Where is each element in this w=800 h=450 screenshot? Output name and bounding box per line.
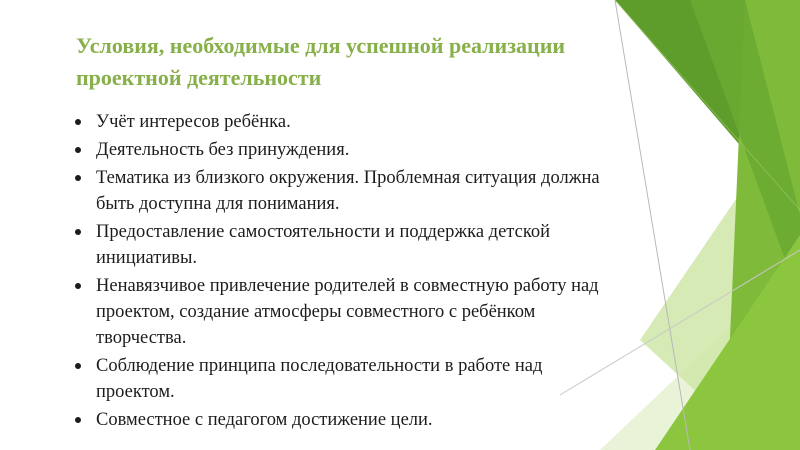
bullet-icon [75,147,81,153]
bullet-icon [75,229,81,235]
list-item-text: Соблюдение принципа последовательности в работе над проектом. [96,356,543,402]
list-item [72,219,612,271]
list-item [72,407,612,433]
list-item [72,137,612,163]
list-item [72,353,612,405]
bullet-list [72,109,612,435]
list-item-text: Совместное с педагогом достижение цели. [96,410,433,430]
bullet-icon [75,119,81,125]
bullet-icon [75,417,81,423]
slide-title: Условия, необходимые для успешной реализации проектной деятельности [76,33,566,90]
list-item-text: Ненавязчивое привлечение родителей в совместную работу над проектом, создание атмосферы совместного с ребёнком творчества. [96,276,599,348]
bullet-icon [75,175,81,181]
list-item-text: Тематика из близкого окружения. Проблемная ситуация должна быть доступна для понимания. [96,168,600,214]
list-item-text: Деятельность без принуждения. [96,140,350,160]
list-item [72,165,612,217]
list-item [72,109,612,135]
list-item-text: Предоставление самостоятельности и поддержка детской инициативы. [96,222,551,268]
bullet-icon [75,363,81,369]
list-item-text: Учёт интересов ребёнка. [96,112,291,132]
list-item [72,273,612,351]
bullet-icon [75,283,81,289]
